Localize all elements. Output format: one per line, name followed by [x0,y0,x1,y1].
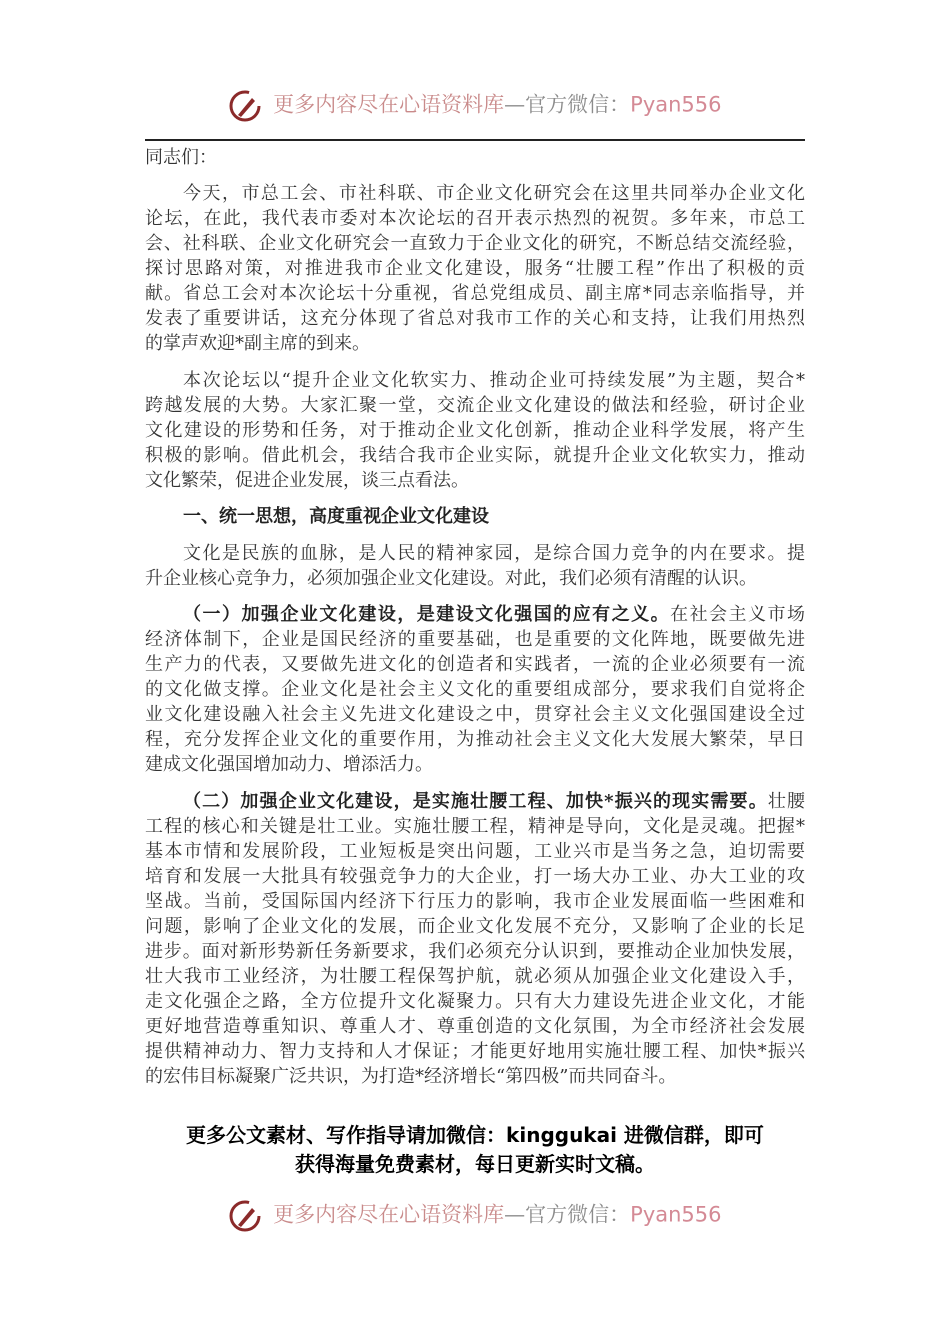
pen-logo-icon [228,1199,262,1233]
greeting: 同志们： [145,147,217,168]
footer-watermark [0,1199,950,1229]
watermark-wechat: Pyan556 [630,1202,722,1227]
line-text: 壮腰 [767,791,806,812]
paragraph-2-line: 积极的影响。借此机会，我结合我市企业实际，就提升企业文化软实力，推动 [145,445,805,466]
subsection-1-line: 经济体制下，企业是国民经济的重要基础，也是重要的文化阵地，既要做先进 [145,629,805,650]
subsection-2-line: 更好地营造尊重知识、尊重人才、尊重创造的文化氛围，为全市经济社会发展 [145,1016,805,1037]
watermark-site: 更多内容尽在心语资料库 [273,1202,505,1227]
subsection-2-line: 进步。面对新形势新任务新要求，我们必须充分认识到，要推动企业加快发展， [145,941,805,962]
subsection-2-line: 工程的核心和关键是壮工业。实施壮腰工程，精神是导向，文化是灵魂。把握* [145,816,805,837]
subsection-2-line: 培育和发展一大批具有较强竞争力的大企业，打一场大办工业、办大工业的攻 [145,866,805,887]
watermark-site: 更多内容尽在心语资料库 [273,92,505,117]
subsection-2-line: 壮大我市工业经济，为壮腰工程保驾护航，就必须从加强企业文化建设入手， [145,966,805,987]
subsection-2-line: 的宏伟目标凝聚广泛共识，为打造*经济增长“第四极”而共同奋斗。 [145,1066,677,1087]
subsection-1-line: 的文化做支撑。企业文化是社会主义文化的重要组成部分，要求我们自觉将企 [145,679,805,700]
subsection-1-first-line [183,603,805,627]
paragraph-2-line: 本次论坛以“提升企业文化软实力、推动企业可持续发展”为主题，契合* [183,370,805,391]
paragraph-1-line: 探讨思路对策，对推进我市企业文化建设，服务“壮腰工程”作出了积极的贡 [145,258,805,279]
paragraph-1-line: 会、社科联、企业文化研究会一直致力于企业文化的研究，不断总结交流经验， [145,233,805,254]
subsection-2-line: 走文化强企之路，全方位提升文化凝聚力。只有大力建设先进企业文化，才能 [145,991,805,1012]
paragraph-1-line: 论坛，在此，我代表市委对本次论坛的召开表示热烈的祝贺。多年来，市总工 [145,208,805,229]
paragraph-2-line: 文化建设的形势和任务，对于推动企业文化创新，推动企业科学发展，将产生 [145,420,805,441]
pen-logo-icon [228,89,262,123]
subsection-1-line: 建成文化强国增加动力、增添活力。 [145,754,433,775]
paragraph-2-line: 文化繁荣，促进企业发展，谈三点看法。 [145,470,469,491]
subsection-2-line: 基本市情和发展阶段，工业短板是突出问题，工业兴市是当务之急，迫切需要 [145,841,805,862]
subsection-2-title: （二）加强企业文化建设，是实施壮腰工程、加快*振兴的现实需要。 [183,791,768,812]
paragraph-3-line: 升企业核心竞争力，必须加强企业文化建设。对此，我们必须有清醒的认识。 [145,568,757,589]
paragraph-1-line: 的掌声欢迎*副主席的到来。 [145,333,370,354]
subsection-1-line: 程，充分发挥企业文化的重要作用，为推动社会主义文化大发展大繁荣，早日 [145,729,805,750]
subsection-2-first-line [183,790,805,814]
section-heading: 一、统一思想，高度重视企业文化建设 [183,506,489,527]
line-text: 在社会主义市场 [670,604,805,625]
paragraph-1-line: 今天，市总工会、市社科联、市企业文化研究会在这里共同举办企业文化 [183,183,805,204]
paragraph-2-line: 跨越发展的大势。大家汇聚一堂，交流企业文化建设的做法和经验，研讨企业 [145,395,805,416]
subsection-1-line: 业文化建设融入社会主义先进文化建设之中，贯穿社会主义文化强国建设全过 [145,704,805,725]
subsection-2-line: 提供精神动力、智力支持和人才保证；才能更好地用实施壮腰工程、加快*振兴 [145,1041,805,1062]
paragraph-1-line: 献。省总工会对本次论坛十分重视，省总党组成员、副主席*同志亲临指导，并 [145,283,805,304]
paragraph-1-line: 发表了重要讲话，这充分体现了省总对我市工作的关心和支持，让我们用热烈 [145,308,805,329]
watermark-label: —官方微信： [504,1202,631,1227]
subsection-1-title: （一）加强企业文化建设，是建设文化强国的应有之义。 [183,604,671,625]
subsection-2-line: 坚战。当前，受国际国内经济下行压力的影响，我市企业发展面临一些困难和 [145,891,805,912]
paragraph-3-line: 文化是民族的血脉，是人民的精神家园，是综合国力竞争的内在要求。提 [183,543,805,564]
watermark-label: —官方微信： [504,92,631,117]
subsection-2-line: 问题，影响了企业文化的发展，而企业文化发展不充分，又影响了企业的长足 [145,916,805,937]
footer-promo-line-2: 获得海量免费素材，每日更新实时文稿。 [295,1152,655,1176]
header-watermark [0,89,950,119]
subsection-1-line: 生产力的代表，又要做先进文化的创造者和实践者，一流的企业必须要有一流 [145,654,805,675]
watermark-wechat: Pyan556 [630,92,722,117]
footer-promo-line-1: 更多公文素材、写作指导请加微信：kinggukai 进微信群，即可 [186,1123,764,1147]
header-rule [145,139,805,141]
